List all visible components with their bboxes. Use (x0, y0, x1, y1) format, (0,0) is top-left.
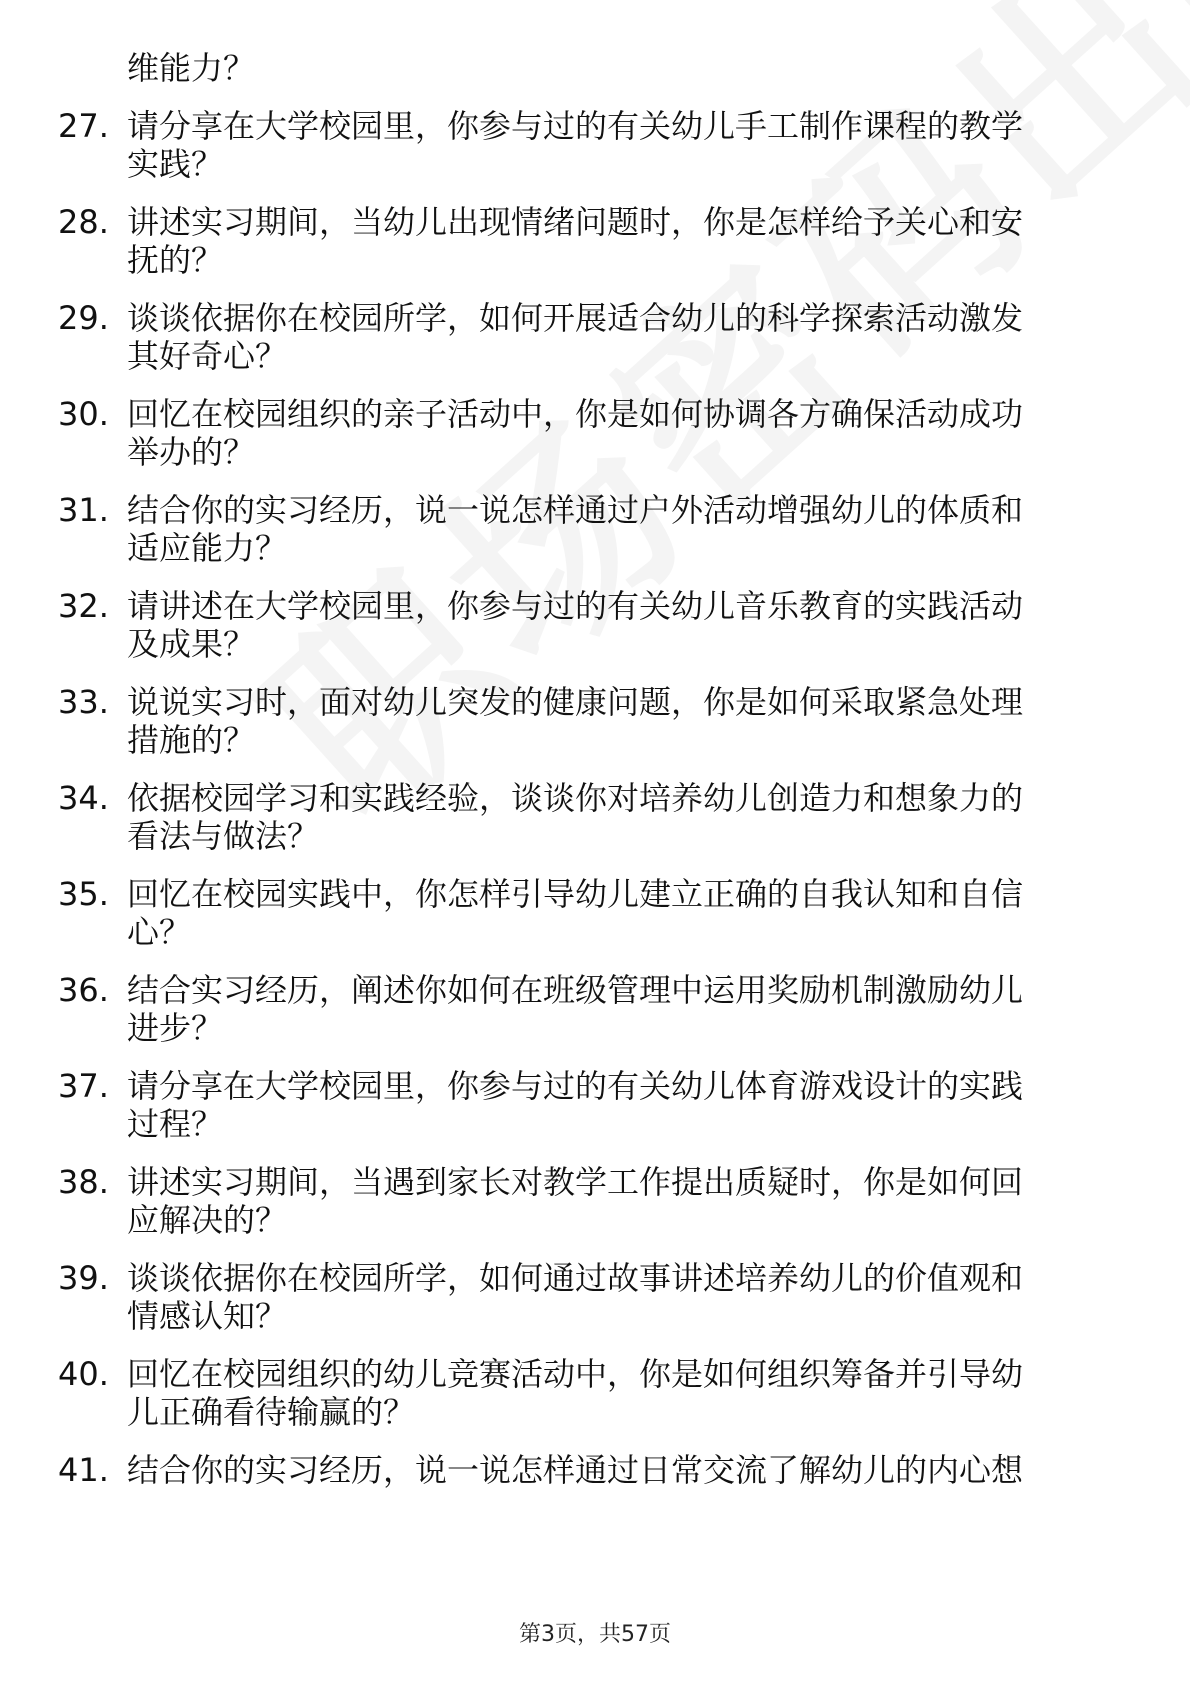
question-text-line: 谈谈依据你在校园所学，如何开展适合幼儿的科学探索活动激发 (127, 299, 1024, 337)
question-text-line: 心？ (127, 913, 192, 951)
question-number: 34. (58, 779, 109, 817)
question-text-line: 谈谈依据你在校园所学，如何通过故事讲述培养幼儿的价值观和 (127, 1259, 1024, 1297)
question-number: 41. (58, 1451, 109, 1489)
question-text-line: 进步？ (127, 1009, 224, 1047)
question-number: 29. (58, 299, 109, 337)
question-number: 37. (58, 1067, 109, 1105)
question-number: 32. (58, 587, 109, 625)
question-text-line: 看法与做法？ (127, 817, 320, 855)
question-number: 27. (58, 107, 109, 145)
question-text-line: 回忆在校园组织的幼儿竞赛活动中，你是如何组织筹备并引导幼 (127, 1355, 1024, 1393)
question-text-line: 讲述实习期间，当遇到家长对教学工作提出质疑时，你是如何回 (127, 1163, 1024, 1201)
question-text-line: 结合实习经历，阐述你如何在班级管理中运用奖励机制激励幼儿 (127, 971, 1024, 1009)
question-number: 35. (58, 875, 109, 913)
question-number: 38. (58, 1163, 109, 1201)
question-number: 33. (58, 683, 109, 721)
question-text-line: 应解决的？ (127, 1201, 288, 1239)
question-text-line: 依据校园学习和实践经验，谈谈你对培养幼儿创造力和想象力的 (127, 779, 1024, 817)
question-text-line: 请分享在大学校园里，你参与过的有关幼儿手工制作课程的教学 (127, 107, 1024, 145)
question-text-line: 请分享在大学校园里，你参与过的有关幼儿体育游戏设计的实践 (127, 1067, 1024, 1105)
continuation-line: 维能力？ (127, 49, 256, 87)
question-text-line: 措施的？ (127, 721, 256, 759)
question-text-line: 结合你的实习经历，说一说怎样通过日常交流了解幼儿的内心想 (127, 1451, 1024, 1489)
question-text-line: 举办的？ (127, 433, 256, 471)
question-text-line: 其好奇心？ (127, 337, 288, 375)
question-number: 36. (58, 971, 109, 1009)
question-number: 28. (58, 203, 109, 241)
question-text-line: 过程？ (127, 1105, 224, 1143)
question-text-line: 讲述实习期间，当幼儿出现情绪问题时，你是怎样给予关心和安 (127, 203, 1024, 241)
question-text-line: 结合你的实习经历，说一说怎样通过户外活动增强幼儿的体质和 (127, 491, 1024, 529)
question-text-line: 适应能力？ (127, 529, 288, 567)
question-number: 40. (58, 1355, 109, 1393)
question-text-line: 儿正确看待输赢的？ (127, 1393, 416, 1431)
question-text-line: 抚的？ (127, 241, 224, 279)
question-text-line: 说说实习时，面对幼儿突发的健康问题，你是如何采取紧急处理 (127, 683, 1024, 721)
question-number: 31. (58, 491, 109, 529)
question-text-line: 实践？ (127, 145, 224, 183)
page-footer: 第3页，共57页 (519, 1622, 671, 1647)
question-text-line: 回忆在校园组织的亲子活动中，你是如何协调各方确保活动成功 (127, 395, 1024, 433)
question-text-line: 及成果？ (127, 625, 256, 663)
question-text-line: 情感认知？ (127, 1297, 288, 1335)
question-number: 30. (58, 395, 109, 433)
question-number: 39. (58, 1259, 109, 1297)
question-text-line: 回忆在校园实践中，你怎样引导幼儿建立正确的自我认知和自信 (127, 875, 1024, 913)
question-text-line: 请讲述在大学校园里，你参与过的有关幼儿音乐教育的实践活动 (127, 587, 1024, 625)
